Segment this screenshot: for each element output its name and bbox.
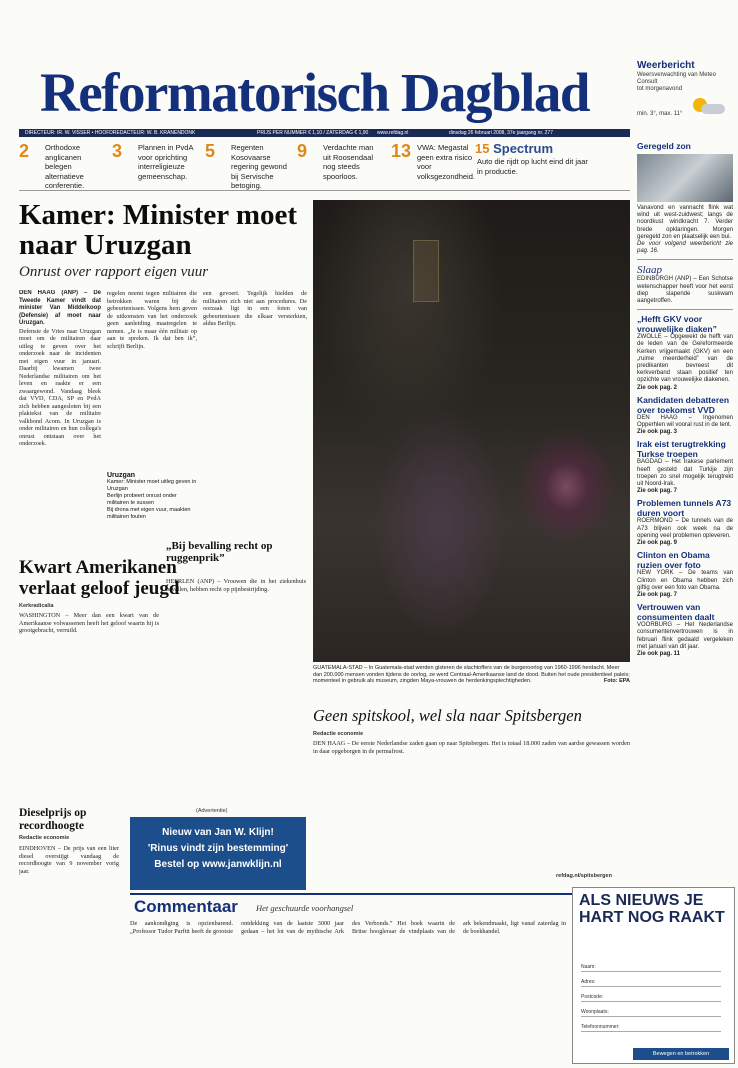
news-body: VOORBURG – Het Nederlandse consumentenvertrouwen is in februari flink gedaald vergeleken met januari van dit jaar. — [637, 622, 733, 650]
section-slaap: Slaap — [637, 264, 663, 277]
cloud-icon — [701, 104, 725, 114]
news-headline: Problemen tunnels A73 duren voort — [637, 498, 732, 519]
form-phone[interactable]: Telefoonnummer: — [581, 1024, 721, 1032]
weather-line2: tot morgenavond — [637, 86, 683, 92]
caption-text: GUATEMALA-STAD – In Guatemala-stad werden gisteren de slachtoffers van de burgeroorlog van 1960-1996 herdacht. Meer dan 200.000 mensen vonden tijdens de oorlog, ze werd Centraal-Amerikaanse land de dood. Buiten het oude presidentieel paleis; momenteel in gebruik als museum, zingden Maya-vrouwen de herdenkingsplechtigheden. — [313, 665, 630, 684]
kwart-headline: Kwart Amerikanen verlaat geloof jeugd — [19, 557, 180, 599]
page-ref[interactable]: Zie ook pag. 7 — [637, 591, 678, 598]
teaser-page: 2 — [19, 141, 30, 161]
subscribe-button[interactable]: Bewegen en betrokken — [633, 1048, 729, 1060]
commentaar-title: Commentaar — [134, 897, 238, 916]
main-photo — [313, 200, 630, 662]
subscription-ad — [572, 887, 735, 1064]
commentaar-banner — [130, 893, 630, 917]
spectrum-text: Auto die rijdt op lucht eind dit jaar in productie. — [477, 157, 588, 176]
car-photo — [637, 154, 733, 202]
uruzgan-item: Berlijn probeert onrust onder militairen te sussen — [107, 493, 177, 506]
page-ref[interactable]: Zie ook pag. 7 — [637, 488, 678, 495]
photo-credit: Foto: EPA — [603, 678, 630, 684]
teaser-strip — [19, 141, 630, 190]
spectrum-teaser[interactable] — [475, 141, 553, 156]
news-headline: Kandidaten debatteren over toekomst VVD — [637, 394, 730, 415]
ad-line1: Nieuw van Jan W. Klijn! — [162, 827, 274, 838]
main-col-2: regelen neemt tegen militairen die betrokken waren bij de gebeurtenissen. Volgens hem geven de uitkomsten van het onderzoek geen aanleiding maatregelen te nemen. „Je is maar één militair op aan te spreken. Ik dat ben ik”, schrijft Berlijn. — [107, 290, 197, 350]
weather-headline: Geregeld zon — [637, 141, 691, 151]
teaser-text: Plannen in PvdA voor oprichting interreligieuze gemeenschap. — [138, 143, 194, 181]
ad-line3: Bestel op www.janwklijn.nl — [154, 859, 282, 870]
kwart-body: WASHINGTON – Meer dan een kwart van de Amerikaanse volwassenen heeft het geloof waarin hij is grootgebracht, verruild. — [19, 612, 159, 634]
spits-link[interactable]: refdag.nl/spitsbergen — [556, 873, 612, 879]
news-headline: „Hefft GKV voor vrouwelijke diaken” — [637, 314, 717, 335]
uruzgan-box — [107, 472, 197, 521]
page-ref[interactable]: Zie ook pag. 2 — [637, 384, 678, 391]
weather-ref: De voor volgend weerbericht zie pag. 16. — [637, 241, 733, 255]
diesel-headline: Dieselprijs op recordhoogte — [19, 807, 87, 832]
diesel-kicker: Redactie economie — [19, 835, 70, 841]
commentaar-body: De aankondiging is opzienbarend. „Professor Tudor Parfitt heeft de grootste ontdekking van de laatste 3000 jaar gedaan – het lot van de mythische Ark des Verbonds.” Het boek waarin de Britse hoogleraar de vindplaats van de ark bekendmaakt, ligt vanaf zaterdag in de boekhandel. — [130, 920, 566, 935]
commentaar-sub: Het geschuurde voorhangsel — [256, 903, 354, 913]
teaser-page: 5 — [205, 141, 216, 161]
right-column — [637, 141, 733, 658]
news-body: NEW YORK – De teams van Clinton en Obama hebben zich giftig over een foto van Obama. — [637, 570, 733, 591]
uruzgan-item: Kamer: Minister moet uitleg geven in Uruzgan — [107, 479, 197, 492]
form-postcode[interactable]: Postcode: — [581, 994, 721, 1002]
teaser-text: Regenten Kosovaarse regering gewond bij Servische betoging. — [231, 143, 287, 190]
site-url[interactable]: www.refdag.nl — [377, 130, 409, 136]
divider — [637, 259, 733, 260]
news-body: ROERMOND – De tunnels van de A73 blijven ook week na de opening veel problemen opleveren. — [637, 518, 733, 539]
divider — [19, 190, 630, 191]
news-headline: Irak eist terugtrekking Turkse troepen — [637, 439, 726, 460]
page-ref[interactable]: Zie ook pag. 3 — [637, 429, 678, 436]
teaser-text: Orthodoxe anglicanen belegen alternatieve conferentie. — [45, 143, 85, 190]
divider — [637, 309, 733, 310]
form-address[interactable]: Adres: — [581, 979, 721, 987]
spectrum-label: Spectrum — [493, 141, 554, 156]
diesel-body: EINDHOVEN – De prijs van een liter diesel overstijgt vandaag de recordhoogte van 9 november vorig jaar. — [19, 845, 119, 875]
spectrum-page: 15 — [475, 141, 490, 156]
main-col-3: een gevoert. Tegelijk hielden de militairen zich niet aan procedures. De oorzaak ligt in een foten van gebeurtenissen die elkaar versterkten, aldus Berlijn. — [203, 290, 307, 327]
ad-line2: 'Rinus vindt zijn bestemming' — [147, 843, 289, 854]
issue-date: dinsdag 26 februari 2008, 37e jaargang nr. 277 — [449, 130, 553, 136]
main-byline: DEN HAAG (ANP) – De Tweede Kamer vindt dat minister Van Middelkoop (Defensie) af moet naar Uruzgan. — [19, 290, 101, 326]
main-headline: Kamer: Minister moet naar Uruzgan — [19, 199, 298, 261]
main-col-1 — [19, 290, 101, 552]
editor-line: DIRECTEUR: IR. W. VISSER • HOOFDREDACTEUR: W. B. KRANENDONK — [25, 130, 196, 136]
weather-title: Weerbericht — [637, 60, 695, 71]
ad-label: (Advertentie) — [196, 808, 228, 814]
kwart-kicker: Kerkradicalia — [19, 603, 54, 609]
uruzgan-item: Bij drona met eigen vuur, maakten militairen fouten — [107, 507, 191, 520]
spits-kicker: Redactie economie — [313, 731, 364, 737]
teaser-page: 9 — [297, 141, 308, 161]
spits-headline: Geen spitskool, wel sla naar Spitsbergen — [313, 706, 582, 725]
news-body: ZWOLLE – Opgewekt de hefft van de leden van de Gereformeerde Kerken vrijgemaakt (GKV) en een „ruime meerderheid” van de predikanten bevreest dit kerkverband staan positief ten opzichte van vrouwelijke diakenen. — [637, 334, 733, 384]
subscribe-title: ALS NIEUWS JE HART NOG RAAKT — [579, 892, 725, 926]
lantern-shape — [413, 240, 439, 302]
news-headline: Clinton en Obama ruzien over foto — [637, 550, 710, 571]
price-line: PRIJS PER NUMMER € 1,10 / ZATERDAG € 1,90 — [257, 130, 369, 136]
book-ad[interactable] — [130, 817, 306, 890]
teaser-text: Verdachte man uit Roosendaal nog steeds spoorloos. — [323, 143, 374, 181]
form-name[interactable]: Naam: — [581, 964, 721, 972]
bevalling-headline: „Bij bevalling recht op ruggenprik” — [166, 540, 273, 564]
masthead-title: Reformatorisch Dagblad — [40, 62, 590, 123]
page-ref[interactable]: Zie ook pag. 11 — [637, 650, 681, 657]
news-body: DEN HAAG – Ingenomen Opperhlen wil vooral rust in de tent. — [637, 414, 733, 429]
photo-caption — [313, 665, 630, 685]
weather-box — [637, 60, 733, 130]
weather-line1: Weersverwachting van Meteo Consult — [637, 72, 716, 85]
page-ref[interactable]: Zie ook pag. 9 — [637, 540, 678, 547]
spits-body: DEN HAAG – De eerste Nederlandse zaden gaan op naar Spitsbergen. Het is totaal 18.000 zaden van aardse gewassen worden in daar opgeborgen in de permafrost. — [313, 740, 630, 755]
slaap-body: EDINBURGH (ANP) – Een Schotse wetenschapper heeft voor het eerst diep slapende suskwam aangetroffen. — [637, 276, 733, 305]
info-bar — [19, 129, 630, 137]
news-headline: Vertrouwen van consumenten daalt — [637, 602, 715, 623]
teaser-page: 13 — [391, 141, 412, 161]
form-city[interactable]: Woonplaats: — [581, 1009, 721, 1017]
main-subhead: Onrust over rapport eigen vuur — [19, 264, 209, 280]
main-text: Defensie de Vries naar Uruzgan moet om de militairen daar uitleg te geven over het onderzoek naar de incidenten met eigen vuur in januari. Daarbij kwamen twee Nederlandse militairen om het leven en raakte er een zwaargewond. Vandaag bleek dat VVD, CDA, SP en PvdA zich hebben aangesloten bij een plaktekst van de militaire valkbond Acom. In Uruzgan is onder militairen en hun collega's onrust ontstaan over het onderzoek. — [19, 327, 101, 447]
bevalling-body: HEERLEN (ANP) – Vrouwen die in het ziekenhuis bevallen, hebben recht op pijnbestrijding. — [166, 578, 306, 593]
weather-body: Vanavond en vannacht flink wat wind uit west-zuidwest; langs de noordkust windkracht 7. Verder brede opklaringen. Morgen geregeld zon en plaatselijk een bui. — [637, 205, 733, 240]
uruzgan-head: Uruzgan — [107, 472, 135, 479]
news-body: BAGDAD – Het Irakese parlement heeft gesteld dat Turkije zijn troepen zo snel mogelijk terugtrekt uit Noord-Irak. — [637, 459, 733, 488]
weather-temps: min. 3°, max. 11° — [637, 111, 683, 117]
teaser-page: 3 — [112, 141, 123, 161]
teaser-text: VWA: Megastal geen extra risico voor volksgezondheid. — [417, 143, 475, 181]
